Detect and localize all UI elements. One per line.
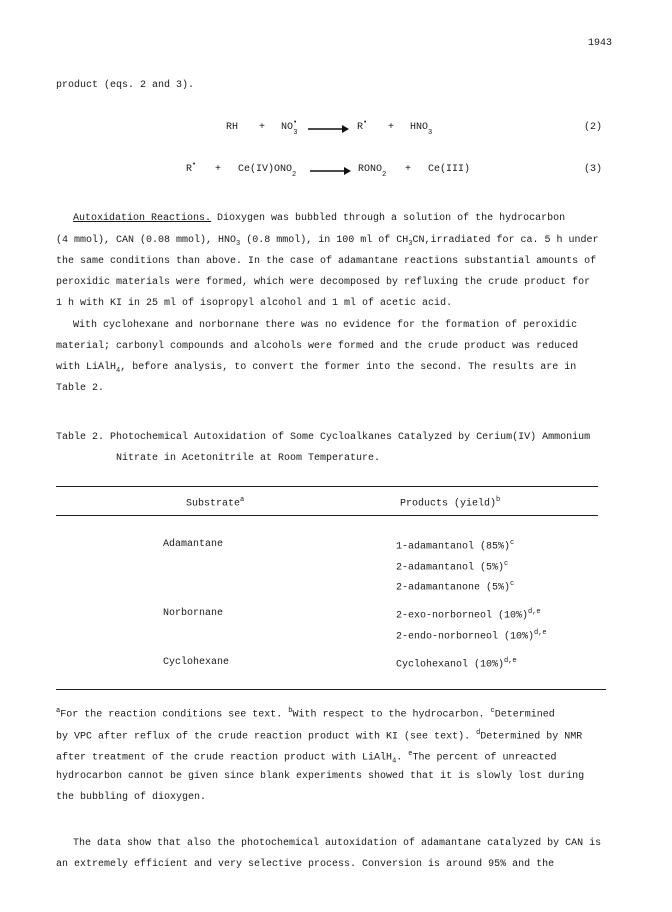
p1-line-3: the same conditions than above. In the case of adamantane reactions substantial amounts of — [56, 256, 597, 267]
table-caption-line-1: Table 2. Photochemical Autoxidation of Some Cycloalkanes Catalyzed by Cerium(IV) Ammonium — [56, 432, 591, 443]
eq3-plus-1: + — [215, 164, 222, 175]
p3-line-2: an extremely efficient and very selective process. Conversion is around 95% and the — [56, 859, 555, 870]
column-header-substrate: Substrate$^a$ — [186, 496, 245, 510]
eq3-number: (3) — [584, 164, 603, 175]
cell-substrate: Norbornane — [163, 608, 224, 619]
cell-product: 2-endo-norborneol $(10\%)^{d,e}$ — [396, 629, 547, 643]
column-header-products: Products (yield)$^b$ — [400, 496, 501, 510]
eq2-plus-2: + — [388, 122, 395, 133]
p1-line-5: 1 h with KI in 25 ml of isopropyl alcohol and 1 ml of acetic acid. — [56, 298, 453, 309]
eq2-nitrate-radical: $NO^•_3$ — [281, 119, 298, 137]
eq2-nitric-acid: $HNO_3$ — [410, 122, 433, 137]
eq3-alkyl-radical: R• — [186, 161, 197, 175]
p2-line-1: With cyclohexane and norbornane there was no evidence for the formation of peroxidic — [73, 320, 578, 331]
section-heading: Autoxidation Reactions. — [73, 213, 212, 224]
p1-line-2: (4 mmol), CAN (0.08 mmol), $HNO_3$ (0.8 mmol), in 100 ml of $CH_3CN,irradiated$ for ca. 5 h under — [56, 235, 599, 248]
p1-line-1: Autoxidation Reactions. Dioxygen was bubbled through a solution of the hydrocarbon — [73, 213, 566, 224]
cell-substrate: Cyclohexane — [163, 657, 230, 668]
p3-line-1: The data show that also the photochemical autoxidation of adamantane catalyzed by CAN is — [73, 838, 602, 849]
cell-product: Cyclohexanol $(10\%)^{d,e}$ — [396, 657, 517, 671]
equation-2 — [0, 118, 672, 144]
table-header-rule — [56, 515, 598, 516]
cell-product: 2-adamantanone $(5\%)^c$ — [396, 580, 515, 594]
eq3-cerium-iii: Ce(III) — [428, 164, 471, 175]
eq2-arrow-icon — [308, 124, 350, 134]
eq2-number: (2) — [584, 122, 603, 133]
p2-line-3: with LiAlH$_4$, before analysis, to convert the former into the second. The results are in — [56, 362, 577, 375]
footnote-line-2: by VPC after reflux of the crude reaction product with KI (see text). $^d$Determined by NMR — [56, 729, 583, 743]
footnote-line-4: hydrocarbon cannot be given since blank experiments showed that it is slowly lost during — [56, 771, 585, 782]
footnote-line-5: the bubbling of dioxygen. — [56, 792, 207, 803]
cell-substrate: Adamantane — [163, 539, 224, 550]
eq2-alkyl-radical: R• — [357, 119, 368, 133]
p2-line-4: Table 2. — [56, 383, 105, 394]
p2-line-2: material; carbonyl compounds and alcohols were formed and the crude product was reduced — [56, 341, 579, 352]
eq3-plus-2: + — [405, 164, 412, 175]
footnote-line-3: after treatment of the crude reaction product with LiAlH$_4$. $^e$The percent of unreacted — [56, 750, 557, 766]
eq3-cerium-nitrate: $Ce(IV)ONO_2$ — [238, 164, 297, 179]
equation-3 — [0, 160, 672, 186]
intro-line: product (eqs. 2 and 3). — [56, 80, 195, 91]
cell-product: 1-adamantanol $(85\%)^c$ — [396, 539, 515, 553]
eq3-alkyl-nitrite: $RONO_2$ — [358, 164, 387, 179]
eq2-reactant-rh: RH — [226, 122, 239, 133]
p1-line-4: peroxidic materials were formed, which were decomposed by refluxing the crude product for — [56, 277, 591, 288]
eq3-arrow-icon — [310, 166, 352, 176]
cell-product: 2-exo-norborneol $(10\%)^{d,e}$ — [396, 608, 541, 622]
cell-product: 2-adamantanol $(5\%)^c$ — [396, 560, 509, 574]
page-number: 1943 — [588, 38, 613, 49]
table-caption-line-2: Nitrate in Acetonitrile at Room Temperature. — [116, 453, 381, 464]
table-top-rule — [56, 486, 598, 487]
footnote-line-1: $^a$For the reaction conditions see text. $^b$With respect to the hydrocarbon. $^c$Determined — [56, 707, 555, 721]
eq2-plus-1: + — [259, 122, 266, 133]
table-bottom-rule — [56, 689, 606, 690]
